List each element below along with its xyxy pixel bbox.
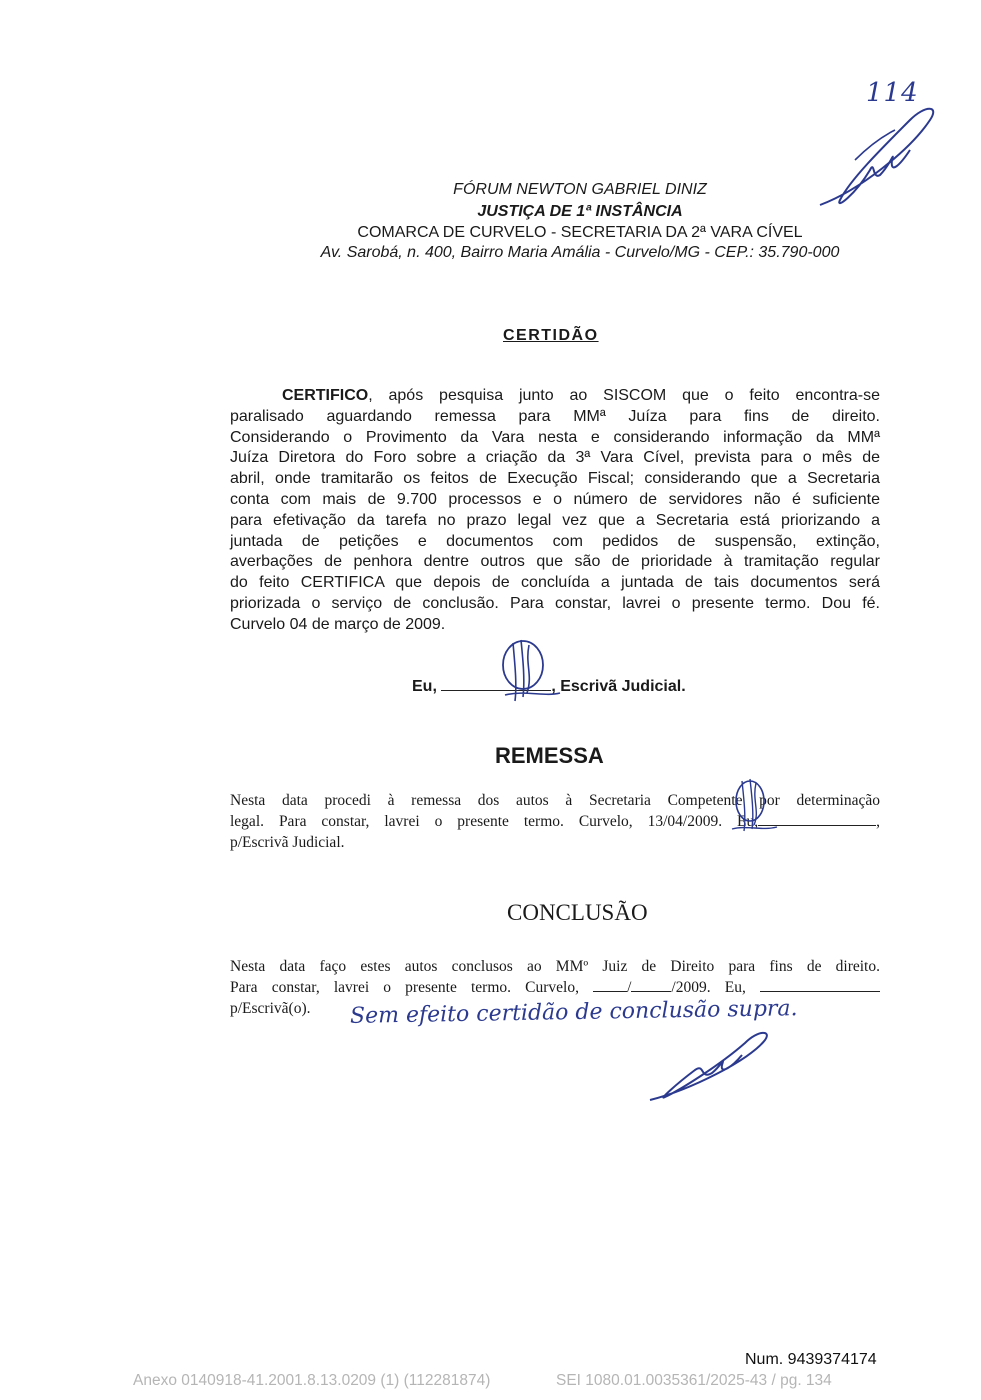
certidao-title: CERTIDÃO (503, 327, 599, 344)
footer-sei-reference: SEI 1080.01.0035361/2025-43 / pg. 134 (556, 1372, 832, 1389)
conclusao-title: CONCLUSÃO (507, 900, 648, 925)
certidao-line: para efetivação da tarefa no prazo legal vez que a Secretaria está priorizando a (230, 511, 880, 529)
initials-signature-top (800, 100, 950, 220)
footer-annex-reference: Anexo 0140918-41.2001.8.13.0209 (1) (112281874) (133, 1372, 491, 1389)
remessa-line: p/Escrivã Judicial. (230, 834, 345, 851)
certidao-body (230, 386, 880, 636)
remessa-title: REMESSA (495, 743, 604, 768)
certidao-line: do feito CERTIFICA que depois de concluída a juntada de tais documentos será (230, 574, 880, 592)
initials-signature-bottom (640, 1025, 780, 1105)
header-instance: JUSTIÇA DE 1ª INSTÂNCIA (477, 203, 683, 220)
handwritten-page-number: 114 (866, 78, 919, 108)
certidao-signature-line: Eu, , Escrivã Judicial. (412, 678, 686, 695)
document-number: Num. 9439374174 (745, 1351, 877, 1368)
certidao-line: priorizada o serviço de conclusão. Para constar, lavrei o presente termo. Dou fé. (230, 594, 880, 612)
conclusao-line: Nesta data faço estes autos conclusos ao MMº Juiz de Direito para fins de direito. (230, 958, 880, 975)
clerk-signature-certidao (485, 635, 565, 705)
certidao-line: CERTIFICO, após pesquisa junto ao SISCOM que o feito encontra-se (282, 387, 880, 404)
header-comarca: COMARCA DE CURVELO - SECRETARIA DA 2ª VARA CÍVEL (357, 224, 803, 241)
certidao-lead: CERTIFICO (282, 387, 369, 404)
remessa-line: Nesta data procedi à remessa dos autos à Secretaria Competente por determinação (230, 792, 880, 809)
certidao-line: paralisado aguardando remessa para MMª Juíza para fins de direito. (230, 407, 880, 425)
certidao-line: Considerando o Provimento da Vara nesta e considerando informação da MMª (230, 428, 880, 446)
certidao-line: Curvelo 04 de março de 2009. (230, 615, 446, 633)
conclusao-line: p/Escrivã(o). (230, 1000, 311, 1017)
header-address: Av. Sarobá, n. 400, Bairro Maria Amália - Curvelo/MG - CEP.: 35.790-000 (320, 244, 840, 261)
remessa-line: legal. Para constar, lavrei o presente termo. Curvelo, 13/04/2009. Eu, , (230, 813, 880, 830)
certidao-line: conta com mais de 9.700 processos e o número de servidores não é suficiente (230, 490, 880, 508)
clerk-signature-remessa (722, 775, 782, 835)
certidao-line: Juíza Diretora do Foro sobre a criação da 3ª Vara Cível, prevista para o mês de (230, 449, 880, 467)
certidao-line: averbações de penhora dentre outros que são de prioridade à tramitação regular (230, 553, 880, 571)
header-forum-name: FÓRUM NEWTON GABRIEL DINIZ (453, 181, 707, 198)
remessa-body (230, 790, 880, 853)
certidao-line: abril, onde tramitarão os feitos de Execução Fiscal; considerando que a Secretaria (230, 470, 880, 488)
certidao-line: juntada de petições e documentos com pedidos de suspensão, extinção, (230, 532, 880, 550)
handwritten-note: Sem efeito certidão de conclusão supra. (349, 996, 798, 1029)
conclusao-line: Para constar, lavrei o presente termo. Curvelo, / /2009. Eu, (230, 977, 880, 998)
